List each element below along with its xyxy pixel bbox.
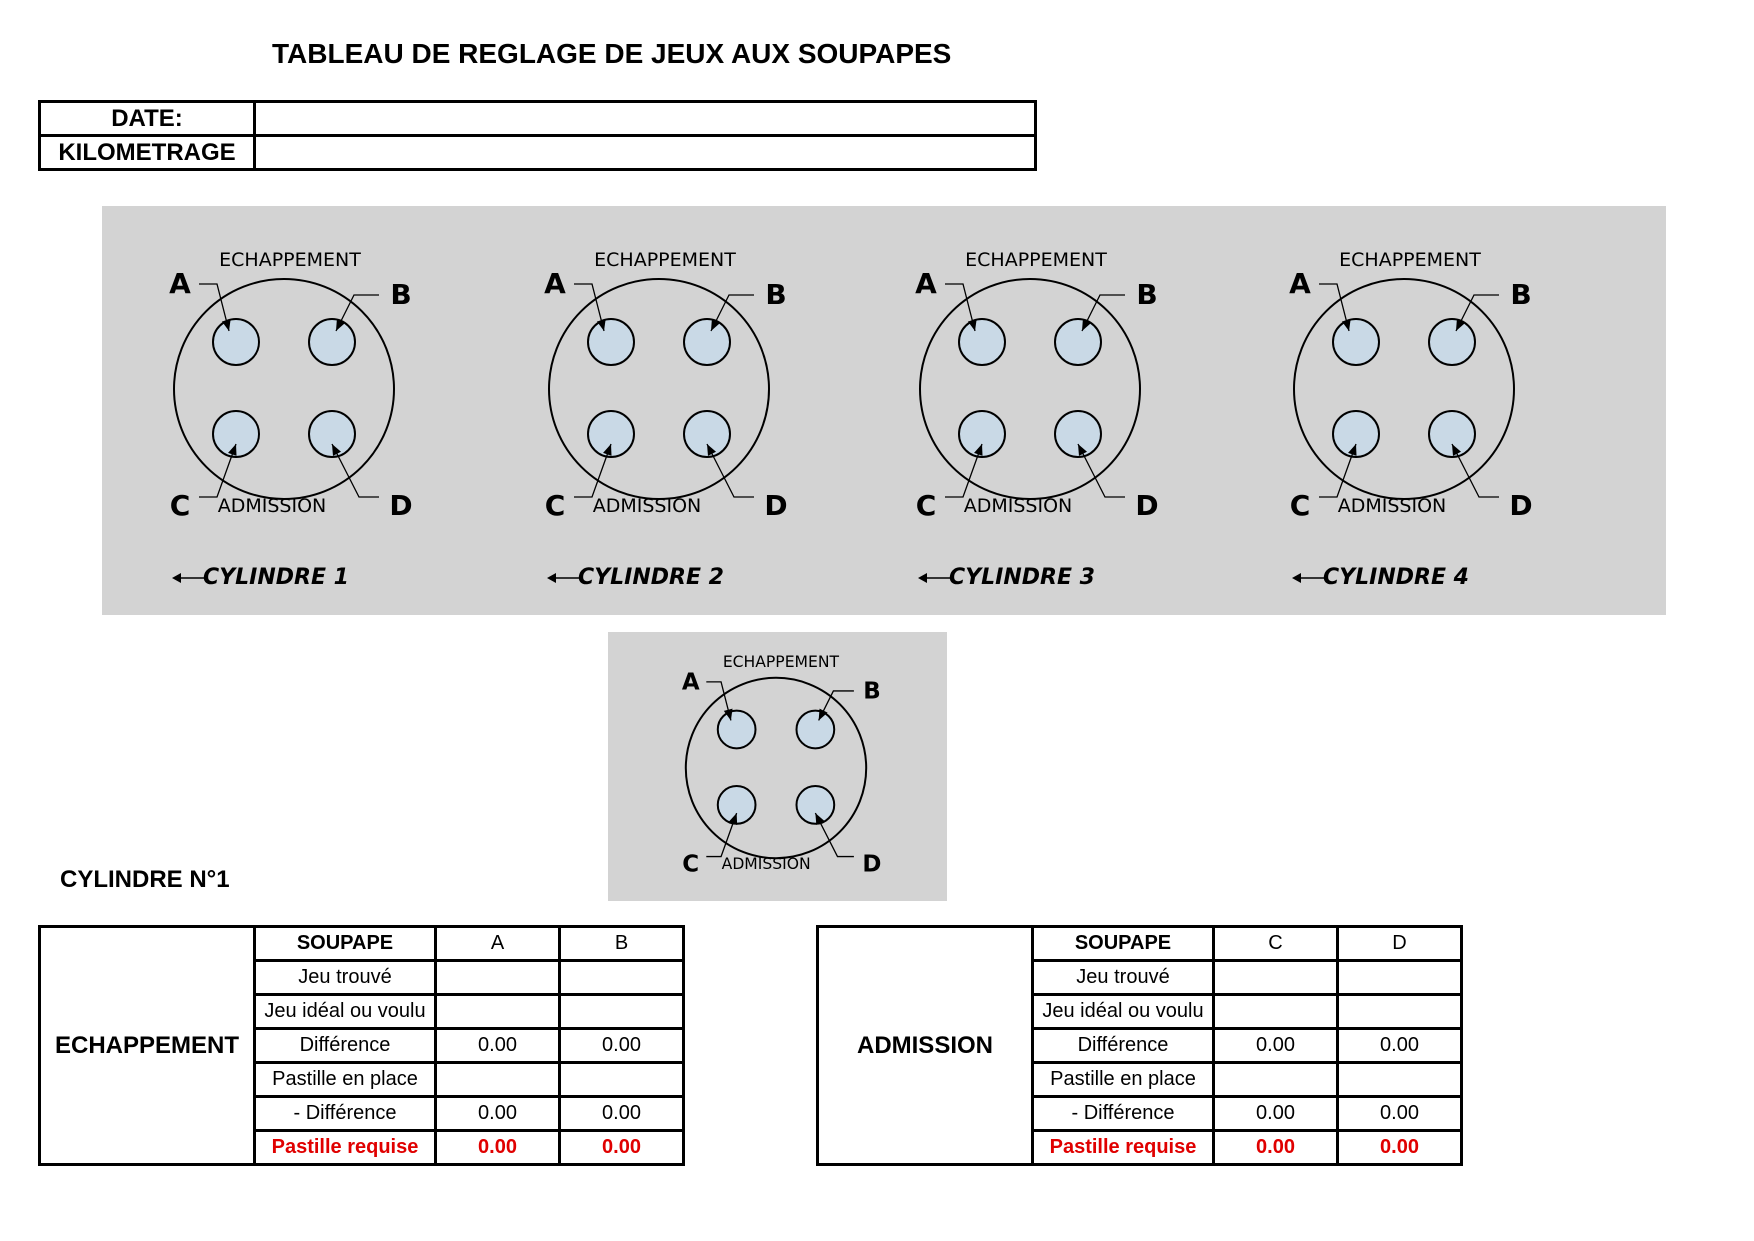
pastille-en-place-c-cell[interactable]: [1214, 1063, 1338, 1097]
cylinder-title: CYLINDRE N°1: [60, 866, 230, 893]
date-row: [40, 102, 1036, 136]
valve-a-header: A: [436, 927, 560, 961]
cylinder-label-arrowhead: [547, 573, 556, 583]
intake-label: ADMISSION: [217, 495, 327, 517]
cylinder-label-arrowhead: [172, 573, 181, 583]
row-label: Jeu idéal ou voulu: [255, 995, 436, 1029]
minus-difference-a-cell: 0.00: [436, 1097, 560, 1131]
valve-letter: C: [169, 489, 191, 522]
valve-header: SOUPAPE: [1033, 927, 1214, 961]
valve-b-circle: [684, 319, 730, 365]
cylinders-diagram: [102, 206, 1666, 615]
cylinder-diagram: [915, 249, 1158, 590]
valve-letter: D: [764, 489, 788, 522]
cylinder-reference-svg: [608, 632, 947, 901]
valve-d-circle: [1429, 411, 1475, 457]
pastille-requise-c-cell: 0.00: [1214, 1131, 1338, 1165]
exhaust-label: ECHAPPEMENT: [219, 249, 361, 271]
minus-difference-d-cell: 0.00: [1338, 1097, 1462, 1131]
row-label: - Différence: [1033, 1097, 1214, 1131]
row-label: Jeu trouvé: [255, 961, 436, 995]
row-label: Pastille requise: [1033, 1131, 1214, 1165]
row-label: - Différence: [255, 1097, 436, 1131]
cylinder-label-arrowhead: [918, 573, 927, 583]
intake-label: ADMISSION: [963, 495, 1073, 517]
jeu-ideal-c-cell[interactable]: [1214, 995, 1338, 1029]
valve-b-header: B: [560, 927, 684, 961]
valve-letter: C: [544, 489, 566, 522]
valve-a-circle: [213, 319, 259, 365]
cylinder-diagram: [544, 249, 787, 590]
intake-label: ADMISSION: [721, 854, 811, 873]
valve-b-circle: [797, 711, 835, 749]
row-label: Différence: [1033, 1029, 1214, 1063]
valve-letter: B: [390, 278, 412, 311]
valve-d-circle: [1055, 411, 1101, 457]
valve-letter: A: [681, 669, 700, 696]
valve-letter: B: [863, 678, 881, 705]
cylinder-outline: [174, 279, 394, 499]
table-row: [40, 927, 684, 961]
cylinder-outline: [549, 279, 769, 499]
page-title: TABLEAU DE REGLAGE DE JEUX AUX SOUPAPES: [272, 38, 952, 69]
row-label: Pastille requise: [255, 1131, 436, 1165]
cylinder-outline: [1294, 279, 1514, 499]
valve-a-circle: [959, 319, 1005, 365]
valve-letter: A: [544, 267, 566, 300]
valve-b-circle: [1055, 319, 1101, 365]
valve-letter: D: [862, 851, 882, 878]
exhaust-valve-table: [38, 925, 685, 1166]
valve-letter: B: [765, 278, 787, 311]
cylinder-diagram: [169, 249, 412, 590]
difference-c-cell: 0.00: [1214, 1029, 1338, 1063]
cylinder-diagram: [682, 653, 882, 877]
exhaust-section-label: ECHAPPEMENT: [40, 927, 255, 1165]
pastille-requise-b-cell: 0.00: [560, 1131, 684, 1165]
valve-letter: C: [1289, 489, 1311, 522]
cylinder-label: CYLINDRE 1: [203, 565, 349, 590]
table-row: [818, 927, 1462, 961]
valve-c-header: C: [1214, 927, 1338, 961]
valve-letter: D: [389, 489, 413, 522]
cylinder-outline: [686, 678, 866, 858]
cylinder-label-arrowhead: [1292, 573, 1301, 583]
km-label: KILOMETRAGE: [40, 136, 255, 170]
valve-letter: B: [1510, 278, 1532, 311]
exhaust-label: ECHAPPEMENT: [965, 249, 1107, 271]
difference-a-cell: 0.00: [436, 1029, 560, 1063]
date-field[interactable]: [255, 102, 1036, 136]
difference-d-cell: 0.00: [1338, 1029, 1462, 1063]
jeu-ideal-d-cell[interactable]: [1338, 995, 1462, 1029]
date-label: DATE:: [40, 102, 255, 136]
minus-difference-c-cell: 0.00: [1214, 1097, 1338, 1131]
valve-header: SOUPAPE: [255, 927, 436, 961]
valve-b-circle: [309, 319, 355, 365]
exhaust-label: ECHAPPEMENT: [594, 249, 736, 271]
difference-b-cell: 0.00: [560, 1029, 684, 1063]
intake-section-label: ADMISSION: [818, 927, 1033, 1165]
cylinders-diagram-svg: [102, 206, 1666, 615]
row-label: Différence: [255, 1029, 436, 1063]
jeu-ideal-b-cell[interactable]: [560, 995, 684, 1029]
cylinder-diagram: [1289, 249, 1532, 590]
row-label: Jeu trouvé: [1033, 961, 1214, 995]
valve-d-circle: [684, 411, 730, 457]
intake-label: ADMISSION: [1337, 495, 1447, 517]
row-label: Pastille en place: [255, 1063, 436, 1097]
pastille-requise-d-cell: 0.00: [1338, 1131, 1462, 1165]
pastille-en-place-b-cell[interactable]: [560, 1063, 684, 1097]
jeu-trouve-c-cell[interactable]: [1214, 961, 1338, 995]
jeu-trouve-a-cell[interactable]: [436, 961, 560, 995]
valve-letter: A: [169, 267, 191, 300]
valve-b-circle: [1429, 319, 1475, 365]
cylinder-outline: [920, 279, 1140, 499]
valve-letter: D: [1135, 489, 1159, 522]
info-table: [38, 100, 1037, 171]
valve-d-header: D: [1338, 927, 1462, 961]
row-label: Pastille en place: [1033, 1063, 1214, 1097]
pastille-en-place-d-cell[interactable]: [1338, 1063, 1462, 1097]
valve-letter: B: [1136, 278, 1158, 311]
jeu-ideal-a-cell[interactable]: [436, 995, 560, 1029]
valve-a-circle: [1333, 319, 1379, 365]
km-field[interactable]: [255, 136, 1036, 170]
valve-letter: A: [1289, 267, 1311, 300]
valve-d-circle: [797, 786, 835, 824]
minus-difference-b-cell: 0.00: [560, 1097, 684, 1131]
pastille-en-place-a-cell[interactable]: [436, 1063, 560, 1097]
row-label: Jeu idéal ou voulu: [1033, 995, 1214, 1029]
valve-d-circle: [309, 411, 355, 457]
km-row: [40, 136, 1036, 170]
cylinder-label: CYLINDRE 2: [578, 565, 724, 590]
cylinder-reference-diagram: [608, 632, 947, 901]
intake-valve-table: [816, 925, 1463, 1166]
valve-letter: D: [1509, 489, 1533, 522]
valve-letter: C: [915, 489, 937, 522]
valve-letter: C: [682, 851, 700, 878]
jeu-trouve-b-cell[interactable]: [560, 961, 684, 995]
exhaust-label: ECHAPPEMENT: [1339, 249, 1481, 271]
pastille-requise-a-cell: 0.00: [436, 1131, 560, 1165]
cylinder-label: CYLINDRE 3: [949, 565, 1095, 590]
exhaust-label: ECHAPPEMENT: [722, 653, 840, 672]
jeu-trouve-d-cell[interactable]: [1338, 961, 1462, 995]
valve-a-circle: [718, 711, 756, 749]
valve-letter: A: [915, 267, 937, 300]
intake-label: ADMISSION: [592, 495, 702, 517]
cylinder-label: CYLINDRE 4: [1323, 565, 1469, 590]
valve-a-circle: [588, 319, 634, 365]
